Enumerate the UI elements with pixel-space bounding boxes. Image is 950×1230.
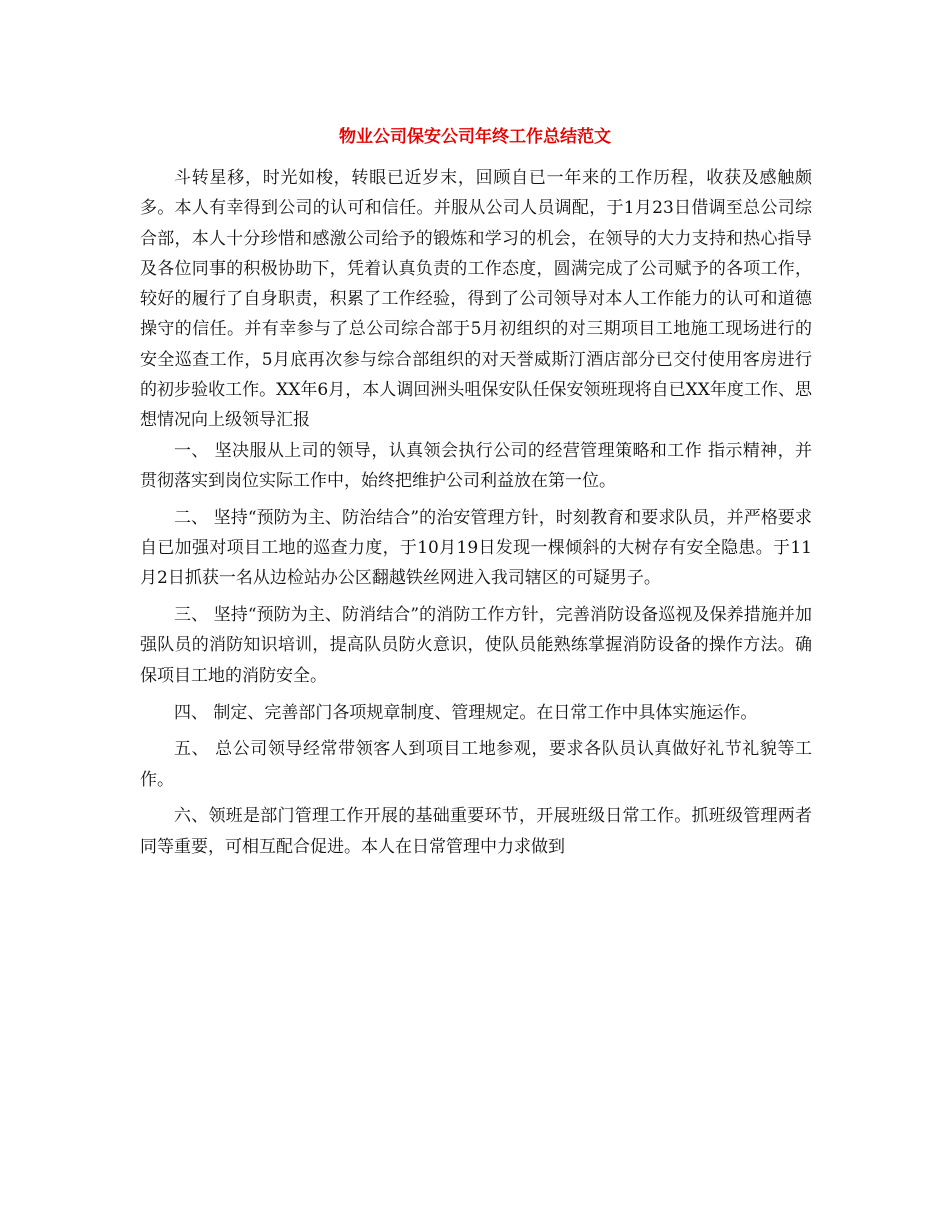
document-body bbox=[140, 163, 812, 869]
paragraph-item-3: 三、 坚持“预防为主、防消结合”的消防工作方针，完善消防设备巡视及保养措施并加强队员的消防知识培训，提高队员防火意识，使队员能熟练掌握消防设备的操作方法。确保项目工地的消防安全。 bbox=[140, 605, 812, 686]
document-title: 物业公司保安公司年终工作总结范文 bbox=[339, 127, 611, 147]
paragraph-item-5: 五、 总公司领导经常带领客人到项目工地参观，要求各队员认真做好礼节礼貌等工作。 bbox=[140, 739, 812, 790]
paragraph-item-1: 一、 坚决服从上司的领导，认真领会执行公司的经营管理策略和工作 指示精神，并贯彻落实到岗位实际工作中，始终把维护公司利益放在第一位。 bbox=[140, 440, 812, 491]
paragraph-item-2: 二、 坚持“预防为主、防治结合”的治安管理方针，时刻教育和要求队员，并严格要求自已加强对项目工地的巡查力度，于10月19日发现一棵倾斜的大树存有安全隐患。于11月2日抓获一名从边检站办公区翻越铁丝网进入我司辖区的可疑男子。 bbox=[140, 507, 812, 589]
paragraph-item-6: 六、领班是部门管理工作开展的基础重要环节，开展班级日常工作。抓班级管理两者同等重要，可相互配合促进。本人在日常管理中力求做到 bbox=[140, 806, 812, 857]
paragraph-item-4: 四、 制定、完善部门各项规章制度、管理规定。在日常工作中具体实施运作。 bbox=[174, 702, 758, 723]
paragraph-intro: 斗转星移，时光如梭，转眼已近岁末，回顾自已一年来的工作历程，收获及感触颇多。本人有幸得到公司的认可和信任。并服从公司人员调配，于1月23日借调至总公司综合部，本人十分珍惜和感激公司给予的锻炼和学习的机会，在领导的大力支持和热心指导及各位同事的积极协助下，凭着认真负责的工作态度，圆满完成了公司赋予的各项工作，较好的履行了自身职责，积累了工作经验，得到了公司领导对本人工作能力的认可和道德操守的信任。并有幸参与了总公司综合部于5月初组织的对三期项目工地施工现场进行的安全巡查工作，5月底再次参与综合部组织的对天誉威斯汀酒店部分已交付使用客房进行的初步验收工作。XX年6月，本人调回洲头咀保安队任保安领班现将自已XX年度工作、思想情况向上级领导汇报 bbox=[140, 168, 812, 431]
